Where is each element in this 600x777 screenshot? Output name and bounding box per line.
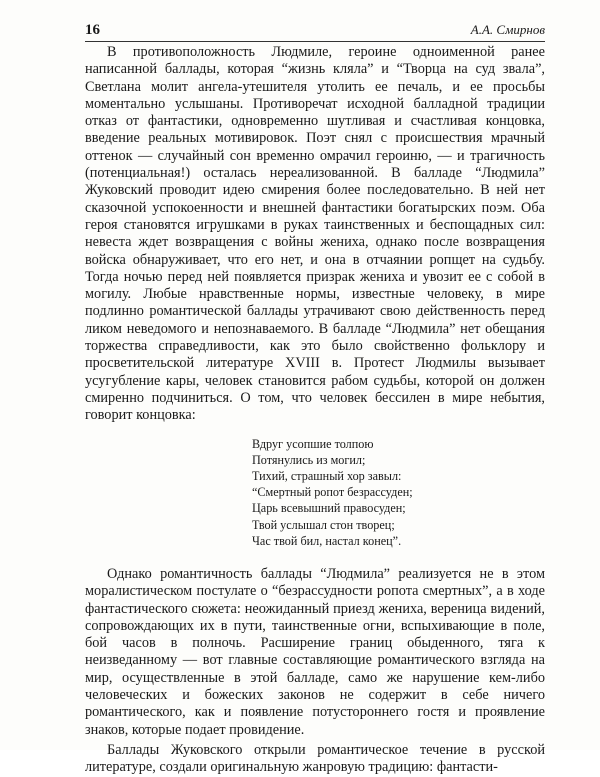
body-text	[85, 44, 545, 777]
poem-line-4: “Смертный ропот безрассуден;	[252, 485, 413, 500]
poem-quote	[252, 436, 545, 549]
poem-line-2: Потянулись из могил;	[252, 452, 366, 467]
paragraph-2: Однако романтичность баллады “Людмила” реализуется не в этом моралистическом постулате о “безрассудности ропота смертных”, а в ходе фантастического сюжета: неожиданный приезд жениха, вереница видений, сопровождающих их в пути, таинственные огни, вспыхивающие в поле, бой часов в полночь. Расширение границ обыденного, тяга к неизведанному — вот главные составляющие романтического взгляда на мир, осуществленные в этой балладе, само же нарушение кем-либо человеческих и божеских законов не содержит в себе ничего романтического, как и появление потустороннего гостя и проявление знаков, которые подает провидение.	[85, 565, 545, 738]
page-header	[85, 22, 545, 40]
paragraph-1: В противоположность Людмиле, героине одноименной ранее написанной баллады, которая “жизнь кляла” и “Творца на суд звала”, Светлана молит ангела-утешителя утолить ее печаль, и ее просьбы моментально услышаны. Противоречат исходной балладной традиции отказ от фантастики, одновременно шутливая и счастливая концовка, введение реальных мотивировок. Поэт снял с происшествия мрачный оттенок — случайный сон временно омрачил героиню, — и трагичность (потенциальная!) осталась нереализованной. В балладе “Людмила” Жуковский проводит идею смирения более последовательно. В ней нет сказочной успокоенности и внешней фантастики богатырских поэм. Оба героя становятся игрушками в руках таинственных и беспощадных сил: невеста ждет возвращения с войны жениха, однако после возвращения войска обнаруживает, что его нет, и она в отчаянии ропщет на судьбу. Тогда ночью перед ней появляется призрак жениха и увозит ее с собой в могилу. Любые нравственные нормы, известные человеку, в мире подлинно романтической баллады утрачивают свою действенность перед ликом неведомого и непознаваемого. В балладе “Людмила” нет обещания торжества справедливости, как это было свойственно фольклору и просветительской литературе XVIII в. Протест Людмилы вызывает усугубление кары, человек становится рабом судьбы, которой он должен смиренно подчиниться. О том, что человек бессилен в мире небытия, говорит концовка:	[85, 44, 545, 424]
poem-line-1: Вдруг усопшие толпою	[252, 436, 374, 451]
paragraph-3: Баллады Жуковского открыли романтическое течение в русской литературе, создали оригинальную жанровую традицию: фантасти-	[85, 741, 545, 776]
page-number: 16	[85, 22, 100, 38]
poem-line-5: Царь всевышний правосуден;	[252, 501, 406, 516]
header-rule	[85, 41, 545, 42]
poem-line-3: Тихий, страшный хор завыл:	[252, 468, 402, 483]
poem-line-6: Твой услышал стон творец;	[252, 517, 395, 532]
poem-line-7: Час твой бил, настал конец”.	[252, 533, 402, 548]
running-head-author: А.А. Смирнов	[470, 22, 545, 37]
